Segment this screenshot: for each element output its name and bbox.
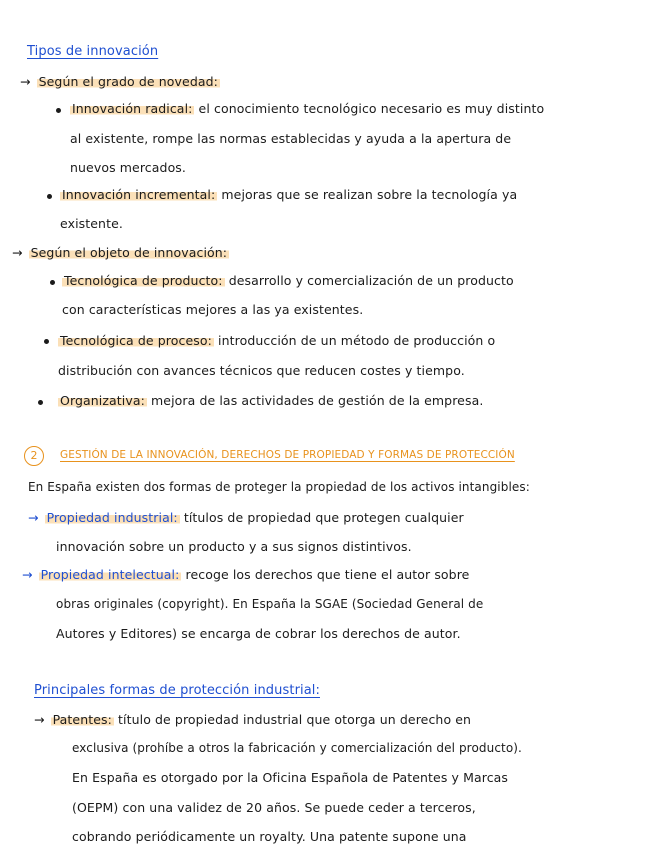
radical-label: Innovación radical:	[72, 101, 193, 116]
grado-heading-row	[20, 74, 220, 89]
section-number: 2	[24, 446, 44, 466]
organizativa-row	[58, 393, 483, 408]
proceso-row	[58, 333, 495, 348]
patentes-text-4: (OEPM) con una validez de 20 años. Se puede ceder a terceros,	[72, 800, 476, 815]
radical-text-3: nuevos mercados.	[70, 160, 186, 175]
proceso-label: Tecnológica de proceso:	[60, 333, 212, 348]
arrow-icon: →	[22, 567, 33, 582]
patentes-text-5: cobrando periódicamente un royalty. Una patente supone una	[72, 829, 467, 844]
patentes-label: Patentes:	[52, 712, 112, 727]
section2-title: GESTIÓN DE LA INNOVACIÓN, DERECHOS DE PROPIEDAD Y FORMAS DE PROTECCIÓN	[60, 449, 515, 461]
organizativa-label: Organizativa:	[60, 393, 145, 408]
radical-row	[70, 101, 544, 116]
proceso-text-1: introducción de un método de producción o	[218, 333, 496, 348]
bullet-icon	[50, 280, 55, 285]
producto-text-1: desarrollo y comercialización de un producto	[228, 273, 514, 288]
arrow-icon: →	[34, 712, 45, 727]
industrial-text-2: innovación sobre un producto y a sus signos distintivos.	[56, 539, 412, 554]
patentes-text-1: título de propiedad industrial que otorga un derecho en	[118, 712, 472, 727]
industrial-label: Propiedad industrial:	[46, 510, 178, 525]
intelectual-row	[22, 567, 469, 582]
intelectual-text-3: Autores y Editores) se encarga de cobrar los derechos de autor.	[56, 626, 461, 641]
radical-text-1: el conocimiento tecnológico necesario es muy distinto	[198, 101, 545, 116]
patentes-row	[34, 712, 471, 727]
industrial-row	[28, 510, 464, 525]
incremental-label: Innovación incremental:	[62, 187, 216, 202]
incremental-text-1: mejoras que se realizan sobre la tecnología ya	[221, 187, 518, 202]
producto-row	[62, 273, 514, 288]
patentes-text-2: exclusiva (prohíbe a otros la fabricación y comercialización del producto).	[72, 741, 522, 755]
arrow-icon: →	[20, 74, 31, 89]
radical-text-2: al existente, rompe las normas establecidas y ayuda a la apertura de	[70, 131, 512, 146]
intelectual-text-1: recoge los derechos que tiene el autor sobre	[185, 567, 470, 582]
bullet-icon	[56, 108, 61, 113]
producto-text-2: con características mejores a las ya existentes.	[62, 302, 364, 317]
proceso-text-2: distribución con avances técnicos que reducen costes y tiempo.	[58, 363, 465, 378]
bullet-icon	[38, 400, 43, 405]
industrial-text-1: títulos de propiedad que protegen cualquier	[183, 510, 464, 525]
objeto-heading-row	[12, 245, 229, 260]
incremental-row	[60, 187, 517, 202]
incremental-text-2: existente.	[60, 216, 123, 231]
intelectual-text-2: obras originales (copyright). En España la SGAE (Sociedad General de	[56, 597, 484, 611]
arrow-icon: →	[28, 510, 39, 525]
principales-title: Principales formas de protección industrial:	[34, 683, 320, 698]
espana-text: En España existen dos formas de proteger la propiedad de los activos intangibles:	[28, 480, 530, 494]
organizativa-text: mejora de las actividades de gestión de la empresa.	[151, 393, 484, 408]
tipos-title: Tipos de innovación	[27, 44, 159, 59]
intelectual-label: Propiedad intelectual:	[40, 567, 180, 582]
producto-label: Tecnológica de producto:	[64, 273, 223, 288]
patentes-text-3: En España es otorgado por la Oficina Española de Patentes y Marcas	[72, 770, 509, 785]
objeto-heading: Según el objeto de innovación:	[30, 245, 228, 260]
arrow-icon: →	[12, 245, 23, 260]
grado-heading: Según el grado de novedad:	[38, 74, 218, 89]
bullet-icon	[44, 339, 49, 344]
bullet-icon	[47, 194, 52, 199]
